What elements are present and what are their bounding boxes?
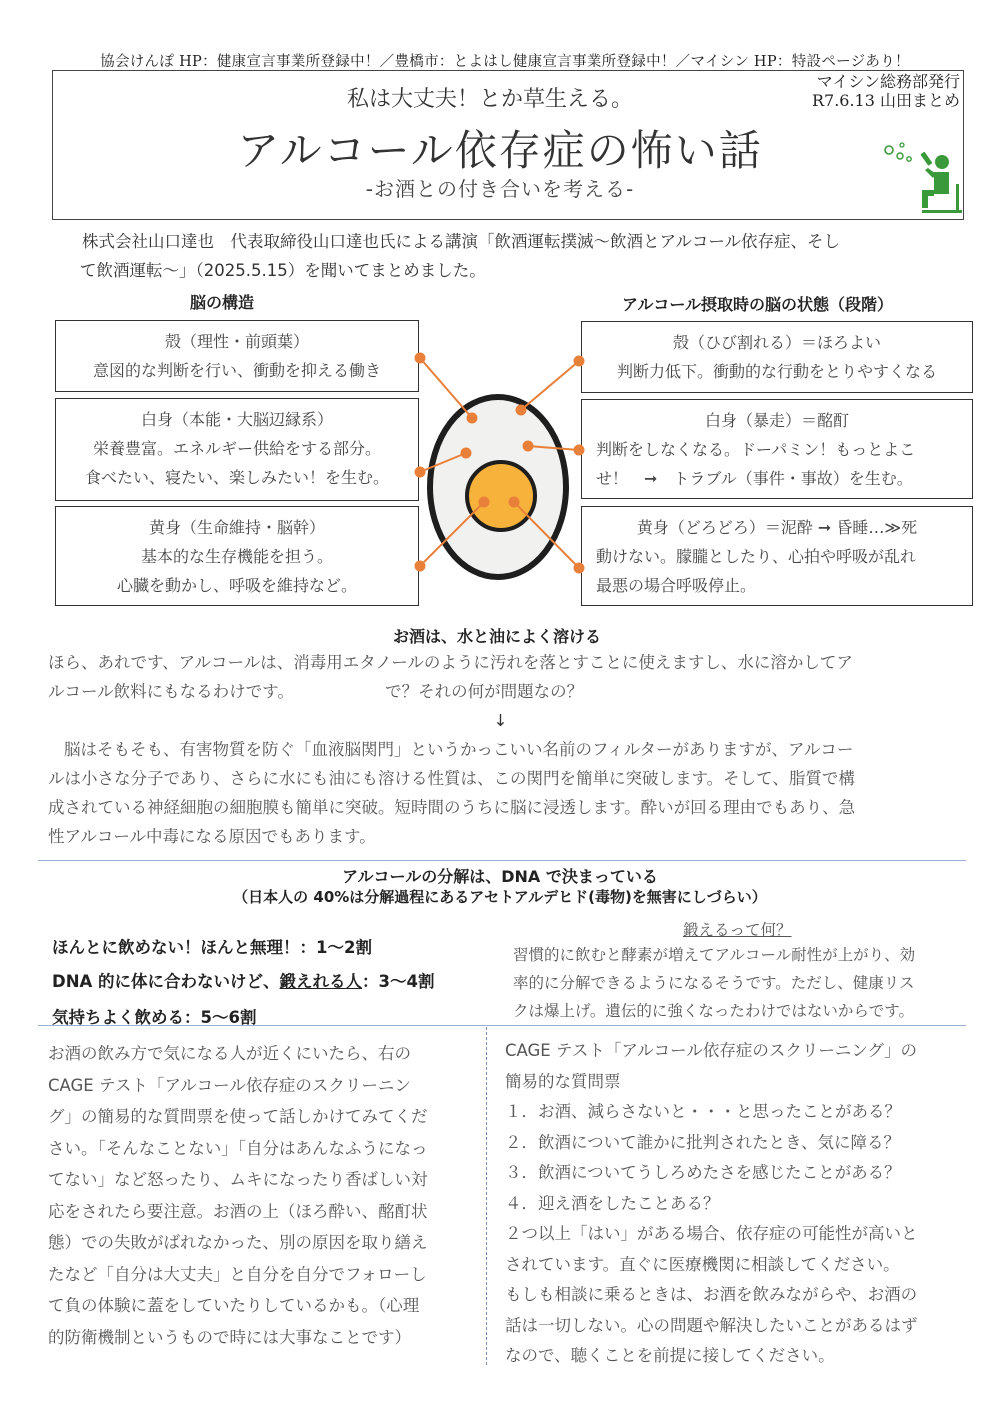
box-text: せ！ ➞ トラブル（事件・事故）を生む。 — [596, 469, 913, 488]
cage-intro-line: 簡易的な質問票 — [505, 1071, 621, 1091]
cage-note-line: 話は一切しない。心の問題や解決したいことがあるはず — [505, 1315, 918, 1335]
box-text: 判断力低下。衝動的な行動をとりやすくなる — [616, 362, 937, 381]
box-title: 黄身（どろどろ）＝泥酔 ➞ 昏睡…≫死 — [636, 518, 918, 537]
cage-note-line: もしも相談に乗るときは、お酒を飲みながらや、お酒の — [505, 1285, 918, 1304]
box-text: 判断をしなくなる。ドーパミン！もっとよこ — [596, 440, 916, 459]
solubility-line-5: 成されている神経細胞の細胞膜も簡単に突破。短時間のうちに脳に浸透します。酔いが回る理由でもあり、急 — [48, 798, 856, 817]
left-line: て負の体験に蓋をしていたりしているかも。（心理 — [48, 1296, 420, 1315]
box-title: 殻（理性・前頭葉） — [164, 332, 309, 351]
solubility-line-4: ルは小さな分子であり、さらに水にも油にも溶ける性質は、この関門を簡単に突破します。そして、脂質で構 — [48, 769, 855, 788]
left-line: 的防衛機制というもので時には大事なことです） — [48, 1327, 411, 1347]
box-text: 動けない。朦朧としたり、心拍や呼吸が乱れ — [596, 547, 917, 566]
left-line: グ」の簡易的な質問票を使って話しかけてみてくだ — [48, 1107, 428, 1126]
cage-question: ４．迎え酒をしたことある？ — [505, 1193, 720, 1213]
solubility-line-3: 脳はそもそも、有害物質を防ぐ「血液脳関門」というかっこいい名前のフィルターがありますが、アルコー — [64, 740, 854, 759]
egg-diagram — [0, 0, 1000, 620]
intro-line-2: て飲酒運転～」（2025.5.15）を聞いてまとめました。 — [80, 261, 486, 280]
cage-note-line: なので、聴くことを前提に接してください。 — [505, 1346, 835, 1365]
left-line: さい。「そんなことない」「自分はあんなふうになっ — [48, 1138, 428, 1158]
column-divider — [486, 1027, 487, 1365]
box-title: 殻（ひび割れる）＝ほろよい — [672, 333, 881, 352]
intro-line-1: 株式会社山口達也 代表取締役山口達也氏による講演「飲酒運転撲滅～飲酒とアルコール依存症、そし — [82, 232, 841, 251]
dna-item-1: ほんとに飲めない！ほんと無理！：1～2割 — [52, 938, 372, 957]
left-column — [48, 1038, 478, 1353]
left-line: 応をされたら要注意。お酒の上（ほろ酔い、酩酊状 — [48, 1201, 428, 1221]
page-title: アルコール依存症の怖い話 — [237, 126, 763, 175]
dna-item-3: 気持ちよく飲める：5～6割 — [52, 1008, 257, 1027]
dna-subheading: （日本人の 40%は分解過程にあるアセトアルデヒド(毒物)を無害にしづらい） — [233, 888, 767, 906]
subheadline: 私は大丈夫！とか草生える。 — [346, 87, 633, 112]
page-tagline: -お酒との付き合いを考える- — [365, 177, 635, 201]
brain-structure-heading: 脳の構造 — [190, 293, 255, 312]
dna-item-2 — [52, 968, 435, 992]
divider-1 — [38, 860, 966, 861]
solubility-line-1: ほら、あれです、アルコールは、消毒用エタノールのように汚れを落とすことに使えますし、水に溶かしてア — [48, 653, 853, 672]
publisher-line-1: マイシン総務部発行 — [816, 72, 960, 91]
down-arrow: ↓ — [493, 711, 508, 730]
box-text: 食べたい、寝たい、楽しみたい！を生む。 — [84, 468, 389, 487]
box-text: 最悪の場合呼吸停止。 — [596, 576, 757, 595]
publisher-line-2: R7.6.13 山田まとめ — [811, 91, 960, 110]
cage-note-line: ２つ以上「はい」がある場合、依存症の可能性が高いと — [505, 1224, 918, 1243]
left-line: CAGE テスト「アルコール依存症のスクリーニン — [48, 1075, 411, 1095]
solubility-line-2 — [48, 677, 968, 706]
solubility-line-2a: ルコール飲料にもなるわけです。 — [48, 682, 294, 701]
dna-item-2b: 鍛えれる人 — [279, 972, 363, 991]
box-text: 意図的な判断を行い、衝動を抑える働き — [92, 361, 381, 380]
right-column — [505, 1036, 970, 1372]
side-line-1: 習慣的に飲むと酵素が増えてアルコール耐性が上がり、効 — [513, 946, 916, 964]
box-title: 白身（本能・大脳辺縁系） — [140, 410, 333, 429]
dna-item-2a: DNA 的に体に合わないけど、 — [52, 972, 280, 991]
solubility-text — [48, 648, 968, 851]
brain-alcohol-heading: アルコール摂取時の脳の状態（段階） — [622, 295, 894, 314]
box-text: 栄養豊富。エネルギー供給をする部分。 — [92, 439, 381, 458]
left-line: たなど「自分は大丈夫」と自分を自分でフォローし — [48, 1264, 427, 1284]
box-title: 黄身（生命維持・脳幹） — [148, 518, 325, 537]
solubility-line-6: 性アルコール中毒になる原因でもあります。 — [48, 827, 376, 846]
cage-intro-line: CAGE テスト「アルコール依存症のスクリーニング」の — [505, 1041, 917, 1060]
side-heading: 鍛えるって何？ — [683, 921, 792, 939]
cage-question: ２．飲酒について誰かに批判されたとき、気に障る？ — [505, 1132, 901, 1152]
dna-heading: アルコールの分解は、DNA で決まっている — [342, 867, 658, 886]
cage-question: ３．飲酒についてうしろめたさを感じたことがある？ — [505, 1163, 901, 1182]
left-line: てない」など怒ったり、ムキになったり香ばしい対 — [48, 1170, 428, 1189]
divider-2 — [38, 1025, 966, 1026]
solubility-line-2b: で？それの何が問題なの？ — [385, 682, 584, 701]
side-text — [513, 941, 973, 1025]
box-text: 心臓を動かし、呼吸を維持など。 — [116, 576, 357, 595]
cage-note-line: されています。直ぐに医療機関に相談してください。 — [505, 1254, 900, 1274]
side-line-2: 率的に分解できるようになるそうです。ただし、健康リス — [513, 974, 915, 992]
dna-item-2c: ：3～4割 — [362, 972, 435, 991]
left-line: 態）での失敗がばれなかった、別の原因を取り繕え — [48, 1233, 428, 1252]
cage-question: １．お酒、減らさないと・・・と思ったことがある？ — [505, 1102, 901, 1121]
box-title: 白身（暴走）＝酩酊 — [704, 411, 849, 430]
side-line-3: クは爆上げ。遺伝的に強くなったわけではないからです。 — [513, 1002, 914, 1020]
left-line: お酒の飲み方で気になる人が近くにいたら、右の — [48, 1044, 411, 1063]
solubility-heading: お酒は、水と油によく溶ける — [393, 627, 602, 646]
top-bar: 協会けんぽ HP：健康宣言事業所登録中！／豊橋市：とよはし健康宣言事業所登録中！／マイシン HP：特設ページあり！ — [100, 54, 910, 70]
box-text: 基本的な生存機能を担う。 — [140, 547, 333, 566]
